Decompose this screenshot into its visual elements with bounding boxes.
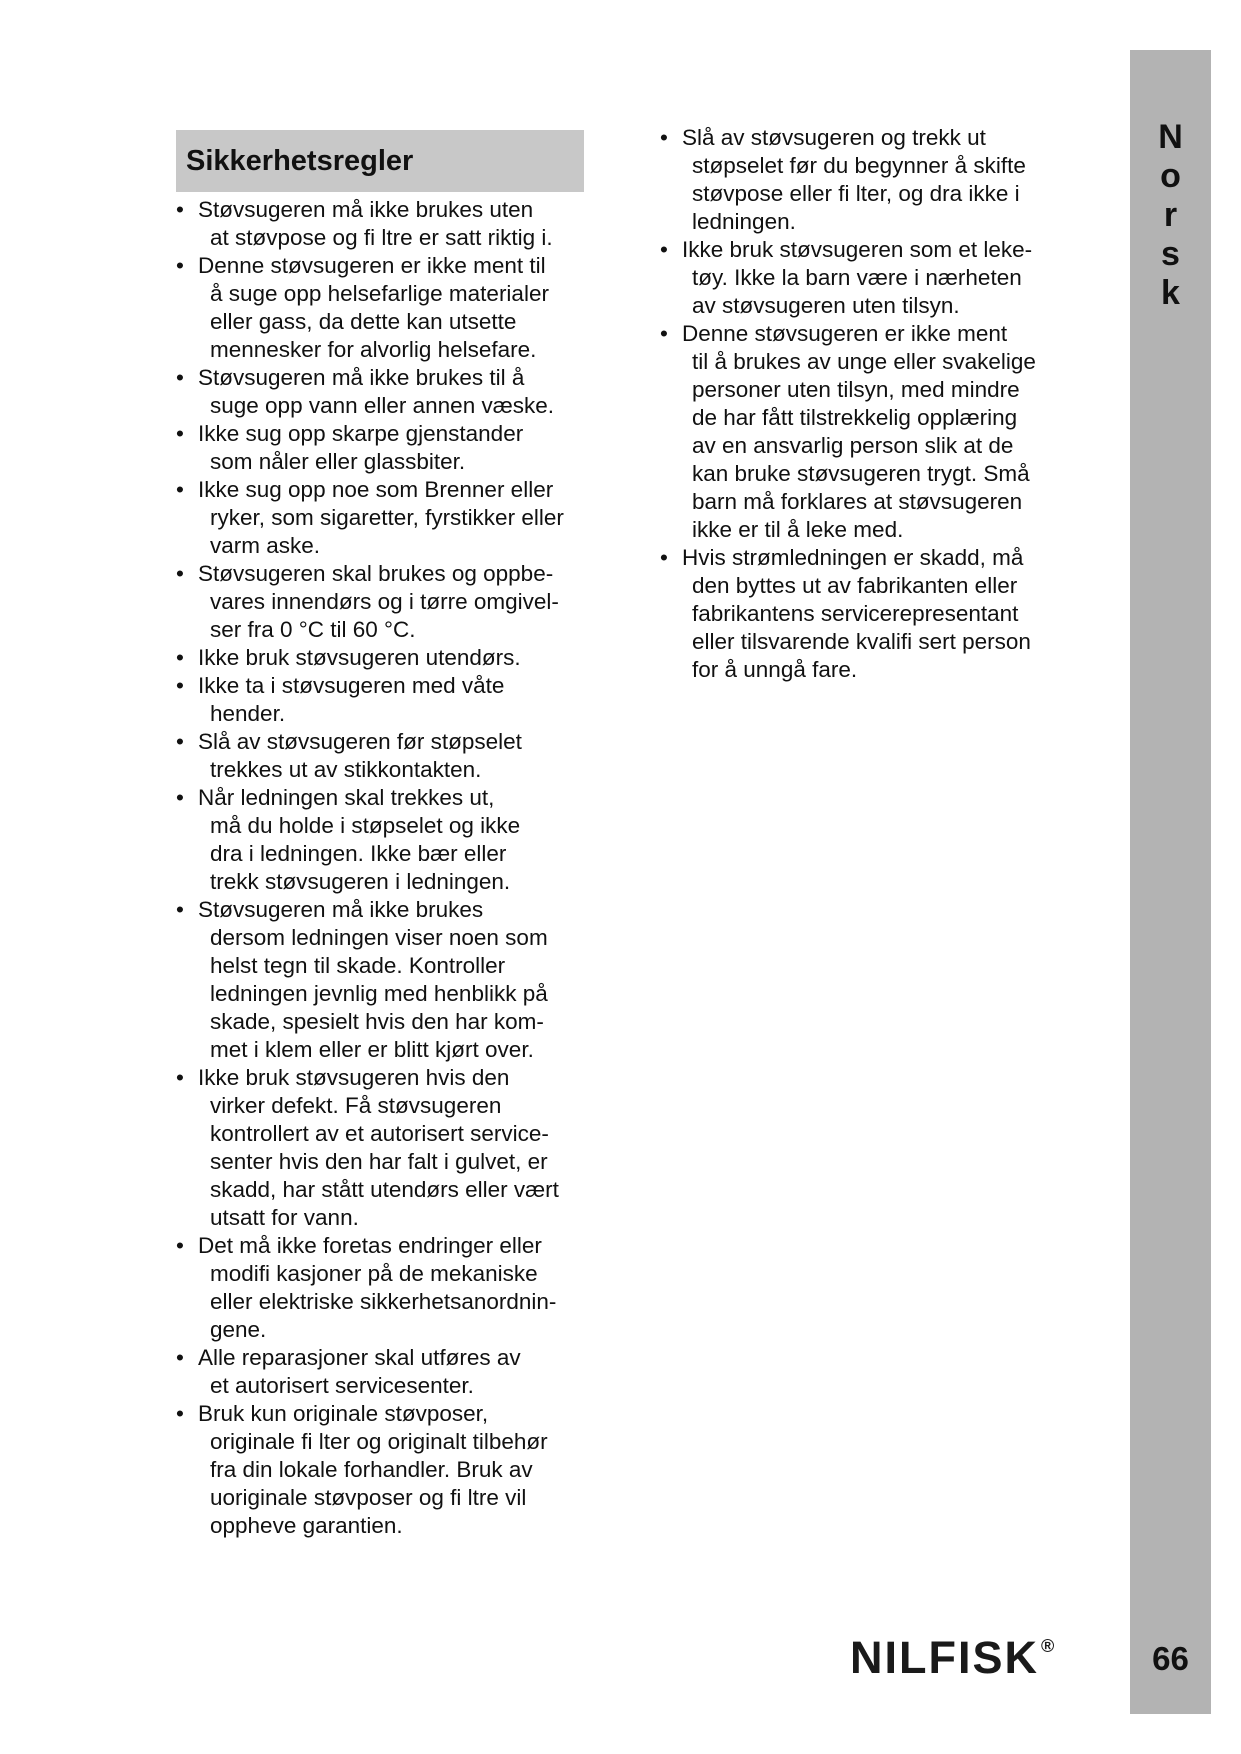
bullet-icon: •	[176, 729, 184, 754]
bullet-icon: •	[176, 1233, 184, 1258]
rule-text-line: som nåler eller glassbiter.	[210, 449, 466, 474]
safety-rule-item	[176, 896, 606, 1064]
bullet-icon: •	[176, 785, 184, 810]
bullet-icon: •	[176, 1345, 184, 1370]
safety-rule-item	[176, 196, 606, 252]
rule-text-line: ledningen jevnlig med henblikk på	[210, 981, 548, 1006]
rule-text-line: uoriginale støvposer og fi ltre vil	[210, 1485, 527, 1510]
rule-text-line: varm aske.	[210, 533, 321, 558]
rule-text-line: barn må forklares at støvsugeren	[692, 489, 1023, 514]
rule-text-line: Denne støvsugeren er ikke ment	[682, 321, 1008, 346]
rule-text-line: Ikke bruk støvsugeren som et leke-	[682, 237, 1033, 262]
rule-text-line: skade, spesielt hvis den har kom-	[210, 1009, 544, 1034]
page-number: 66	[1152, 1640, 1189, 1677]
rule-text-line: støpselet før du begynner å skifte	[692, 153, 1026, 178]
nilfisk-logo	[850, 1632, 1054, 1682]
language-label	[1130, 118, 1211, 313]
rule-text-line: Ikke ta i støvsugeren med våte	[198, 673, 505, 698]
rule-text-line: trekk støvsugeren i ledningen.	[210, 869, 511, 894]
rule-text-line: dersom ledningen viser noen som	[210, 925, 548, 950]
bullet-icon: •	[176, 897, 184, 922]
left-column-list	[176, 196, 606, 1540]
rule-text-line: Ikke bruk støvsugeren utendørs.	[198, 645, 521, 670]
rule-text-line: hender.	[210, 701, 286, 726]
rule-text-line: met i klem eller er blitt kjørt over.	[210, 1037, 534, 1062]
language-letter: s	[1161, 235, 1180, 273]
rule-text-line: de har fått tilstrekkelig opplæring	[692, 405, 1018, 430]
bullet-icon: •	[660, 125, 668, 150]
rule-text-line: til å brukes av unge eller svakelige	[692, 349, 1036, 374]
safety-rule-item	[176, 560, 606, 644]
rule-text-line: trekkes ut av stikkontakten.	[210, 757, 482, 782]
rule-text-line: utsatt for vann.	[210, 1205, 359, 1230]
rule-text-line: et autorisert servicesenter.	[210, 1373, 474, 1398]
rule-text-line: Bruk kun originale støvposer,	[198, 1401, 489, 1426]
rule-text-line: kan bruke støvsugeren trygt. Små	[692, 461, 1030, 486]
rule-text-line: suge opp vann eller annen væske.	[210, 393, 554, 418]
rule-text-line: at støvpose og fi ltre er satt riktig i.	[210, 225, 553, 250]
rule-text-line: ryker, som sigaretter, fyrstikker eller	[210, 505, 564, 530]
rule-text-line: vares innendørs og i tørre omgivel-	[210, 589, 559, 614]
rule-text-line: Alle reparasjoner skal utføres av	[198, 1345, 521, 1370]
right-column-list	[660, 124, 1090, 684]
rule-text-line: mennesker for alvorlig helsefare.	[210, 337, 537, 362]
rule-text-line: tøy. Ikke la barn være i nærheten	[692, 265, 1022, 290]
rule-text-line: Hvis strømledningen er skadd, må	[682, 545, 1024, 570]
rule-text-line: støvpose eller fi lter, og dra ikke i	[692, 181, 1020, 206]
rule-text-line: modifi kasjoner på de mekaniske	[210, 1261, 538, 1286]
rule-text-line: eller elektriske sikkerhetsanordnin-	[210, 1289, 557, 1314]
bullet-icon: •	[176, 197, 184, 222]
bullet-icon: •	[176, 1065, 184, 1090]
language-letter: k	[1161, 274, 1180, 312]
rule-text-line: av en ansvarlig person slik at de	[692, 433, 1014, 458]
rule-text-line: å suge opp helsefarlige materialer	[210, 281, 549, 306]
rule-text-line: ikke er til å leke med.	[692, 517, 904, 542]
safety-rule-item	[176, 420, 606, 476]
rule-text-line: Det må ikke foretas endringer eller	[198, 1233, 542, 1258]
rule-text-line: Støvsugeren skal brukes og oppbe-	[198, 561, 554, 586]
rule-text-line: Slå av støvsugeren før støpselet	[198, 729, 522, 754]
rule-text-line: fra din lokale forhandler. Bruk av	[210, 1457, 533, 1482]
safety-rule-item	[176, 784, 606, 896]
rule-text-line: Støvsugeren må ikke brukes til å	[198, 365, 525, 390]
registered-mark: ®	[1041, 1636, 1055, 1656]
bullet-icon: •	[176, 477, 184, 502]
safety-rule-item	[660, 544, 1090, 684]
safety-rule-item	[176, 1064, 606, 1232]
bullet-icon: •	[176, 1401, 184, 1426]
rule-text-line: originale fi lter og originalt tilbehør	[210, 1429, 548, 1454]
rule-text-line: helst tegn til skade. Kontroller	[210, 953, 506, 978]
rule-text-line: dra i ledningen. Ikke bær eller	[210, 841, 507, 866]
safety-rule-item	[660, 124, 1090, 236]
bullet-icon: •	[176, 673, 184, 698]
rule-text-line: virker defekt. Få støvsugeren	[210, 1093, 502, 1118]
safety-rule-item	[176, 728, 606, 784]
rule-text-line: eller gass, da dette kan utsette	[210, 309, 517, 334]
rule-text-line: må du holde i støpselet og ikke	[210, 813, 521, 838]
section-heading-box	[176, 130, 584, 192]
language-letter: N	[1158, 118, 1183, 156]
rule-text-line: skadd, har stått utendørs eller vært	[210, 1177, 559, 1202]
rule-text-line: ledningen.	[692, 209, 796, 234]
bullet-icon: •	[176, 561, 184, 586]
safety-rule-item	[660, 236, 1090, 320]
section-title: Sikkerhetsregler	[186, 144, 414, 177]
language-letter: r	[1163, 196, 1178, 234]
rule-text-line: den byttes ut av fabrikanten eller	[692, 573, 1018, 598]
rule-text-line: Støvsugeren må ikke brukes uten	[198, 197, 534, 222]
safety-rule-item	[176, 476, 606, 560]
bullet-icon: •	[176, 253, 184, 278]
rule-text-line: oppheve garantien.	[210, 1513, 403, 1538]
bullet-icon: •	[660, 237, 668, 262]
rule-text-line: gene.	[210, 1317, 267, 1342]
rule-text-line: Ikke bruk støvsugeren hvis den	[198, 1065, 510, 1090]
rule-text-line: Denne støvsugeren er ikke ment til	[198, 253, 546, 278]
bullet-icon: •	[660, 545, 668, 570]
safety-rule-item	[176, 644, 606, 672]
safety-rule-item	[176, 1344, 606, 1400]
rule-text-line: Slå av støvsugeren og trekk ut	[682, 125, 986, 150]
bullet-icon: •	[176, 421, 184, 446]
rule-text-line: av støvsugeren uten tilsyn.	[692, 293, 960, 318]
safety-rule-item	[176, 1400, 606, 1540]
rule-text-line: eller tilsvarende kvalifi sert person	[692, 629, 1031, 654]
language-letter: o	[1160, 157, 1181, 195]
rule-text-line: personer uten tilsyn, med mindre	[692, 377, 1020, 402]
safety-rule-item	[660, 320, 1090, 544]
safety-rule-item	[176, 1232, 606, 1344]
rule-text-line: Ikke sug opp noe som Brenner eller	[198, 477, 554, 502]
safety-rule-item	[176, 672, 606, 728]
rule-text-line: fabrikantens servicerepresentant	[692, 601, 1019, 626]
rule-text-line: Når ledningen skal trekkes ut,	[198, 785, 495, 810]
rule-text-line: for å unngå fare.	[692, 657, 858, 682]
safety-rule-item	[176, 364, 606, 420]
logo-text: NILFISK	[850, 1632, 1039, 1683]
rule-text-line: Støvsugeren må ikke brukes	[198, 897, 484, 922]
safety-rule-item	[176, 252, 606, 364]
rule-text-line: senter hvis den har falt i gulvet, er	[210, 1149, 548, 1174]
rule-text-line: Ikke sug opp skarpe gjenstander	[198, 421, 524, 446]
bullet-icon: •	[176, 365, 184, 390]
rule-text-line: kontrollert av et autorisert service-	[210, 1121, 549, 1146]
bullet-icon: •	[660, 321, 668, 346]
bullet-icon: •	[176, 645, 184, 670]
rule-text-line: ser fra 0 °C til 60 °C.	[210, 617, 416, 642]
